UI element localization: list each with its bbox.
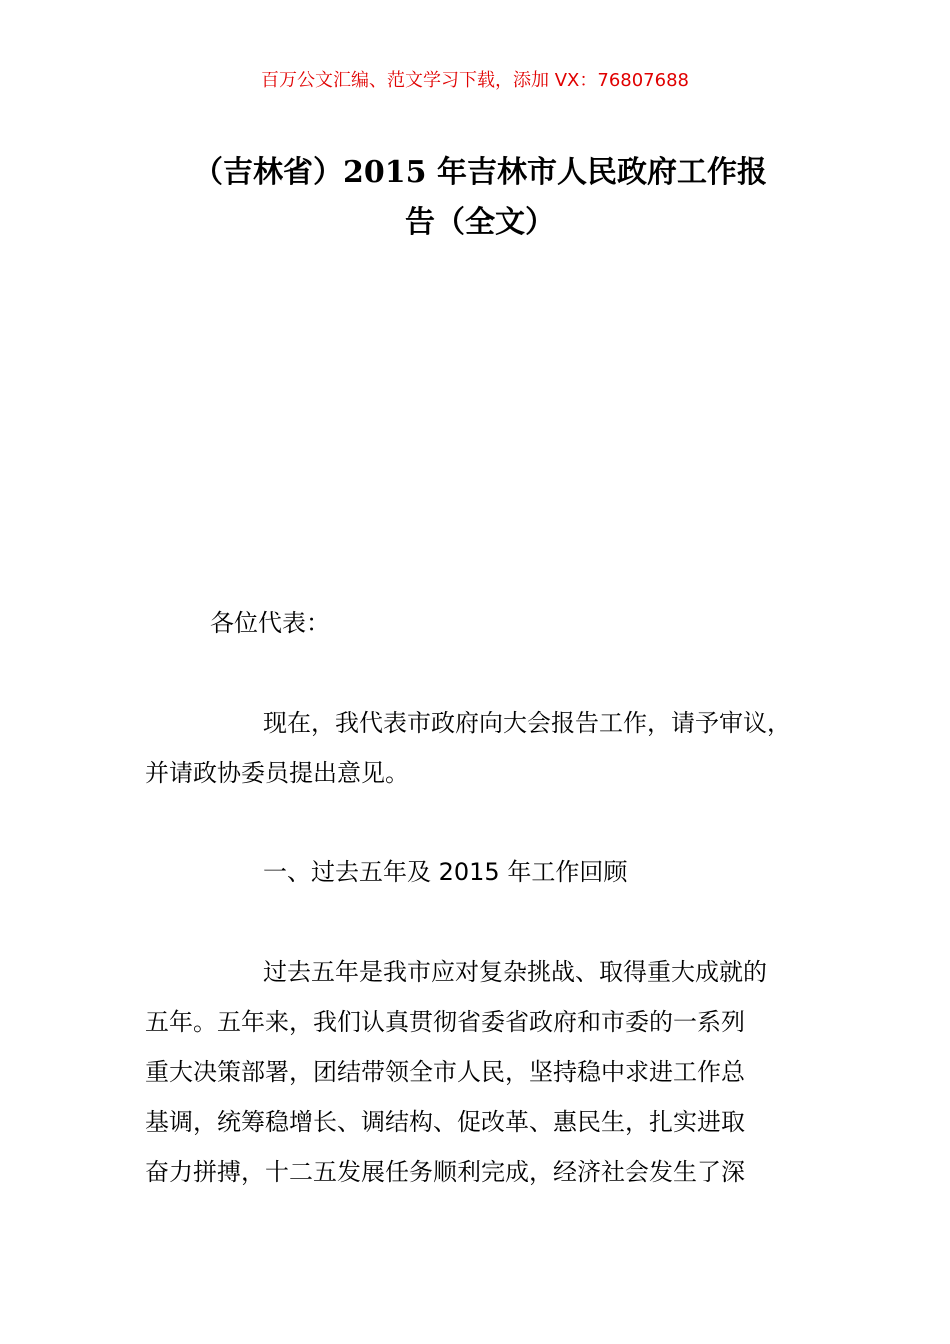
paragraph-review-line-1: 过去五年是我市应对复杂挑战、取得重大成就的 xyxy=(263,958,767,986)
section-heading xyxy=(145,847,810,897)
salutation xyxy=(210,598,875,648)
paragraph-intro xyxy=(145,698,810,798)
watermark-header-note: 百万公文汇编、范文学习下载，添加 VX：76807688 xyxy=(261,70,689,91)
paragraph-review-line-5: 奋力拼搏，十二五发展任务顺利完成，经济社会发生了深 xyxy=(145,1158,745,1186)
document-title xyxy=(140,148,820,248)
paragraph-intro-line-2: 并请政协委员提出意见。 xyxy=(145,759,409,787)
salutation-text: 各位代表： xyxy=(210,609,330,637)
paragraph-review xyxy=(145,947,810,1197)
document-title-line-1: （吉林省）2015 年吉林市人民政府工作报 xyxy=(193,155,767,190)
paragraph-review-line-4: 基调，统筹稳增长、调结构、促改革、惠民生，扎实进取 xyxy=(145,1108,745,1136)
document-title-line-2: 告（全文） xyxy=(405,205,555,240)
paragraph-intro-line-1: 现在，我代表市政府向大会报告工作，请予审议， xyxy=(263,709,791,737)
paragraph-review-line-2: 五年。五年来，我们认真贯彻省委省政府和市委的一系列 xyxy=(145,1008,745,1036)
paragraph-review-line-3: 重大决策部署，团结带领全市人民，坚持稳中求进工作总 xyxy=(145,1058,745,1086)
section-heading-text: 一、过去五年及 2015 年工作回顾 xyxy=(263,858,628,886)
